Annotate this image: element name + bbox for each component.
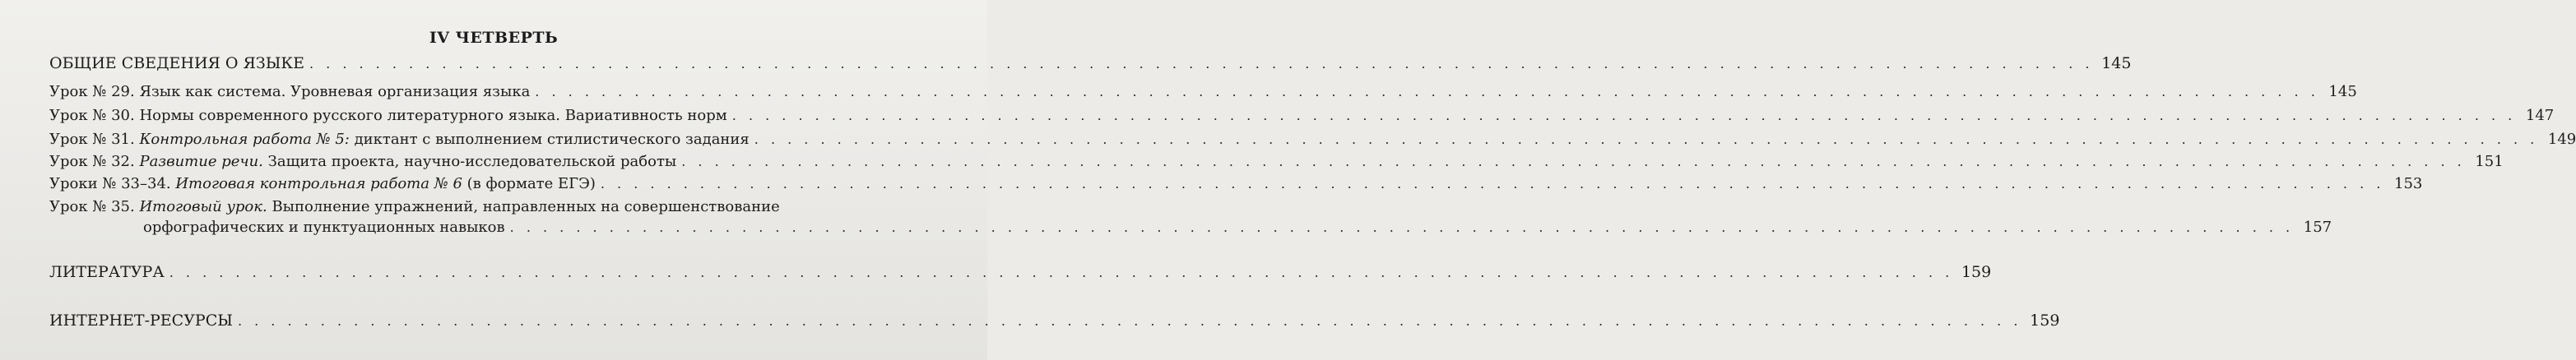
page-number: 159: [2030, 312, 2060, 330]
lesson-type: Развитие речи.: [134, 153, 263, 170]
dot-leader: . . . . . . . . . . . . . . . . . . . . . . . . . . . . . . . . . . . . . . . . . . . . . . . . . . . . . . . . . . . . . . . . . . . . . . . . . . . . . . . . . . . . . . . . . . . . . . . . . . . . . . . . . . . .: [169, 265, 1954, 280]
lesson-title: Выполнение упражнений, направленных на совершенствование: [267, 198, 780, 215]
lesson-title: Защита проекта, научно-исследовательской работы: [262, 153, 677, 170]
lesson-number: Урок № 32.: [49, 153, 135, 170]
toc-entry-lesson-32: [49, 153, 2504, 170]
lesson-number: Урок № 31.: [49, 131, 135, 148]
page-number: 151: [2475, 153, 2504, 170]
page-number: 153: [2394, 175, 2423, 192]
toc-entry-lesson-30: [49, 107, 2555, 124]
dot-leader: . . . . . . . . . . . . . . . . . . . . . . . . . . . . . . . . . . . . . . . . . . . . . . . . . . . . . . . . . . . . . . . . . . . . . . . . . . . . . . . . . . . . . . . . . . . . . . . . . . . . . . . . . . . .: [237, 313, 2022, 329]
dot-leader: . . . . . . . . . . . . . . . . . . . . . . . . . . . . . . . . . . . . . . . . . . . . . . . . . . . . . . . . . . . . . . . . . . . . . . . . . . . . . . . . . . . . . . . . . . . . . . . . . . . . . . . . . . . .: [754, 132, 2539, 147]
lesson-number: Урок № 29.: [49, 83, 135, 100]
lesson-number: Урок № 30.: [49, 107, 135, 124]
page-number: 145: [2101, 54, 2132, 72]
dot-leader: . . . . . . . . . . . . . . . . . . . . . . . . . . . . . . . . . . . . . . . . . . . . . . . . . . . . . . . . . . . . . . . . . . . . . . . . . . . . . . . . . . . . . . . . . . . . . . . . . . . . . . . . . . . .: [309, 56, 2094, 72]
page-number: 149: [2547, 131, 2576, 148]
dot-leader: . . . . . . . . . . . . . . . . . . . . . . . . . . . . . . . . . . . . . . . . . . . . . . . . . . . . . . . . . . . . . . . . . . . . . . . . . . . . . . . . . . . . . . . . . . . . . . . . . . . . . . . . . . . .: [535, 84, 2319, 99]
section-title: ИНТЕРНЕТ-РЕСУРСЫ: [49, 312, 233, 330]
lesson-type: Итоговая контрольная работа № 6: [170, 175, 462, 192]
toc-entry-lesson-35: [49, 198, 780, 215]
page-number: 145: [2328, 83, 2357, 100]
toc-section-literature: [49, 263, 1992, 281]
toc-entry-lesson-35-continued: [143, 219, 2332, 236]
lesson-title: Нормы современного русского литературного языка. Вариативность норм: [134, 107, 727, 124]
section-title: ЛИТЕРАТУРА: [49, 263, 165, 281]
dot-leader: . . . . . . . . . . . . . . . . . . . . . . . . . . . . . . . . . . . . . . . . . . . . . . . . . . . . . . . . . . . . . . . . . . . . . . . . . . . . . . . . . . . . . . . . . . . . . . . . . . . . . . . . . . . .: [600, 176, 2385, 192]
toc-entry-lesson-31: [49, 131, 2576, 148]
lesson-title: диктант с выполнением стилистического задания: [349, 131, 750, 148]
toc-section-general: [49, 54, 2132, 72]
lesson-type: Итоговый урок.: [134, 198, 267, 215]
page-number: 147: [2525, 107, 2555, 124]
page-number: 159: [1961, 263, 1992, 281]
dot-leader: . . . . . . . . . . . . . . . . . . . . . . . . . . . . . . . . . . . . . . . . . . . . . . . . . . . . . . . . . . . . . . . . . . . . . . . . . . . . . . . . . . . . . . . . . . . . . . . . . . . . . . . . . . . .: [731, 108, 2517, 123]
toc-section-internet-resources: [49, 312, 2060, 330]
quarter-heading: IV ЧЕТВЕРТЬ: [429, 29, 559, 47]
lesson-title-continued: орфографических и пунктуационных навыков: [143, 219, 505, 236]
lesson-title: Язык как система. Уровневая организация языка: [134, 83, 531, 100]
lesson-title: (в формате ЕГЭ): [462, 175, 596, 192]
page-number: 157: [2303, 219, 2332, 236]
toc-entry-lessons-33-34: [49, 175, 2423, 192]
lesson-type: Контрольная работа № 5:: [134, 131, 350, 148]
lesson-number: Урок № 35.: [49, 198, 135, 215]
section-title: ОБЩИЕ СВЕДЕНИЯ О ЯЗЫКЕ: [49, 54, 304, 72]
dot-leader: . . . . . . . . . . . . . . . . . . . . . . . . . . . . . . . . . . . . . . . . . . . . . . . . . . . . . . . . . . . . . . . . . . . . . . . . . . . . . . . . . . . . . . . . . . . . . . . . . . . . . . . . . . . .: [681, 154, 2466, 169]
dot-leader: . . . . . . . . . . . . . . . . . . . . . . . . . . . . . . . . . . . . . . . . . . . . . . . . . . . . . . . . . . . . . . . . . . . . . . . . . . . . . . . . . . . . . . . . . . . . . . . . . . . . . . . . . . . .: [509, 219, 2295, 235]
lesson-number: Уроки № 33–34.: [49, 175, 171, 192]
toc-entry-lesson-29: [49, 83, 2357, 100]
